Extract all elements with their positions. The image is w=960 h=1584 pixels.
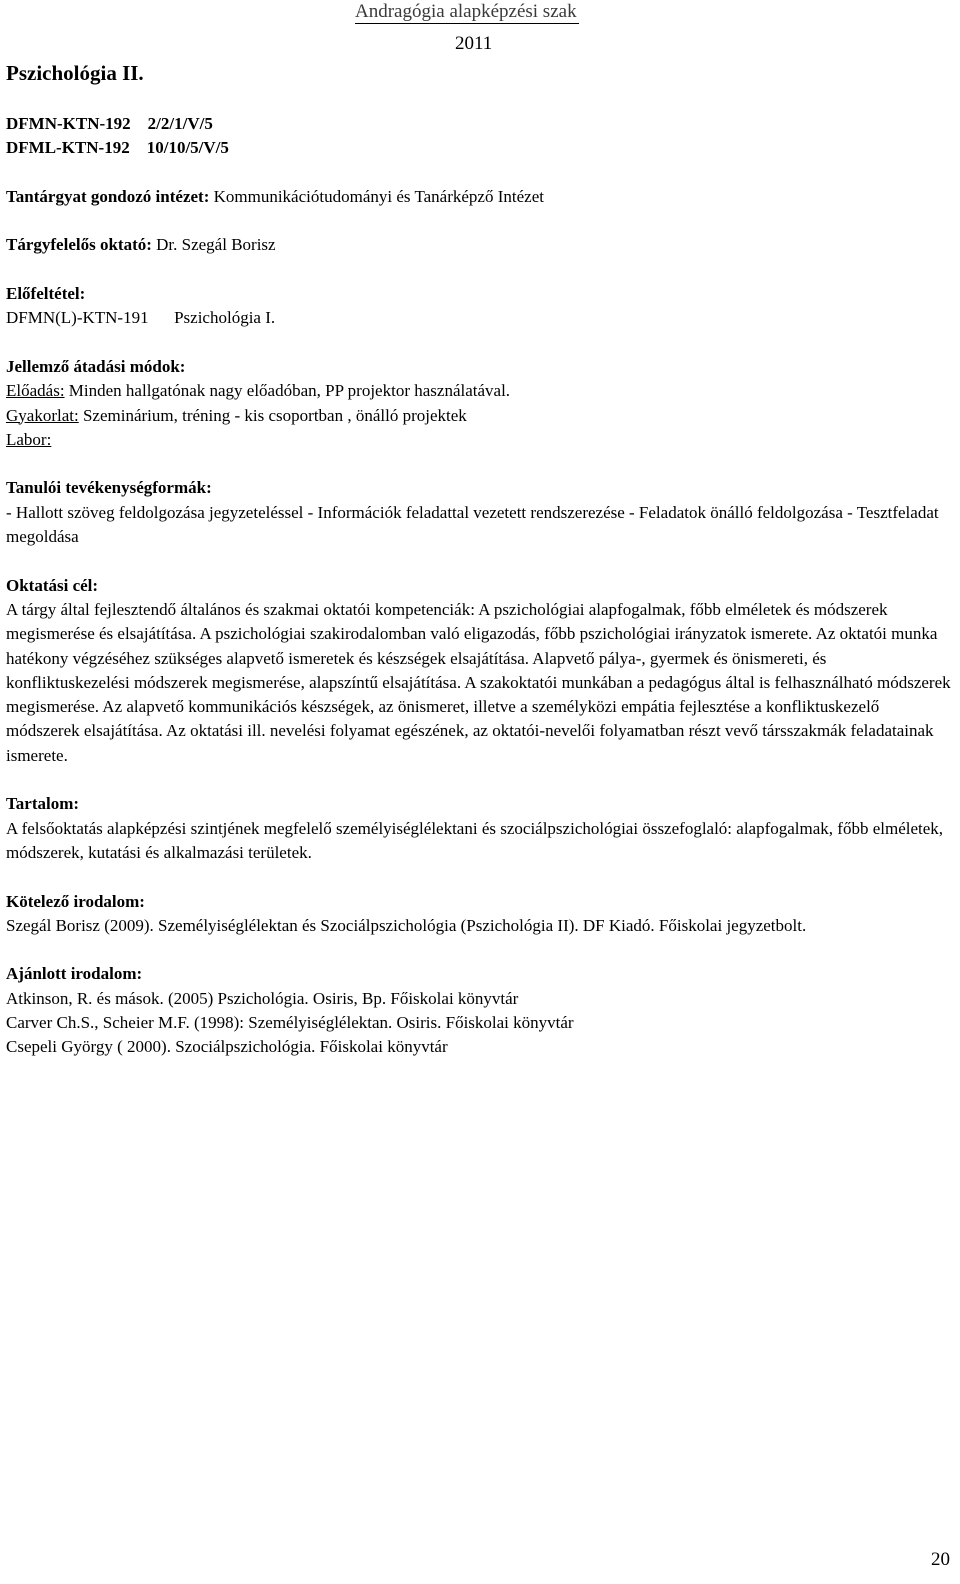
activities-text: - Hallott szöveg feldolgozása jegyzeteléssel - Információk feladattal vezetett rendszerezése - Feladatok önálló feldolgozása - Tesztfeladat megoldása bbox=[6, 502, 939, 547]
course-title: Pszichológia II. bbox=[6, 61, 144, 85]
objective-text: A tárgy által fejlesztendő általános és szakmai oktatói kompetenciák: A pszichológiai alapfogalmak, főbb elméletek és módszerek megismerése és elsajátítása. A pszichológiai szakirodalomban való eligazodás, főbb pszichológiai irányzatok ismerete. Az oktatói munka hatékony végzéséhez szükséges alapvető ismeretek és készségek elsajátítása. Alapvető pálya-, gyermek és önismereti, és konfliktuskezelési módszerek megismerése, alapszíntű elsajátítása. A szakoktatói munkában a pedagógus által is felhasználható módszerek megismerése. Az alapvető kommunikációs készségek, az önismeret, illetve a személyközi empátia fejlesztése a konfliktuskezelő módszerek elsajátítása. Az oktatási ill. nevelési folyamat egészének, az oktatói-nevelői folyamatban részt vevő társszakmák feladatainak ismerete. bbox=[6, 599, 951, 765]
content-text: A felsőoktatás alapképzési szintjének megfelelő személyiséglélektani és szociálpszichológiai összefoglaló: alapfogalmak, főbb elméletek, módszerek, kutatási és alkalmazási területek. bbox=[6, 818, 944, 862]
prerequisite-row bbox=[6, 306, 954, 330]
page-number: 20 bbox=[931, 1549, 950, 1570]
activities-label: Tanulói tevékenységformák: bbox=[6, 478, 212, 498]
institute-label: Tantárgyat gondozó intézet: bbox=[6, 186, 210, 206]
lecture-text: Minden hallgatónak nagy előadóban, PP projektor használatával. bbox=[68, 381, 511, 401]
required-reading-text: Szegál Borisz (2009). Személyiséglélektan és Szociálpszichológia (Pszichológia II). DF Kiadó. Főiskolai jegyzetbolt. bbox=[6, 915, 807, 935]
lab-label: Labor: bbox=[6, 429, 52, 449]
prerequisite-label: Előfeltétel: bbox=[6, 284, 86, 304]
practice-label: Gyakorlat: bbox=[6, 405, 79, 425]
delivery-label: Jellemző átadási módok: bbox=[6, 356, 186, 376]
institute-row bbox=[6, 185, 954, 209]
course-code-value: 2/2/1/V/5 bbox=[147, 114, 213, 133]
page-header bbox=[0, 0, 960, 60]
lecturer-row bbox=[6, 233, 954, 257]
course-description bbox=[6, 112, 954, 1060]
lecturer-value: Dr. Szegál Borisz bbox=[156, 235, 276, 255]
header-program-name: Andragógia alapképzési szak bbox=[355, 1, 577, 22]
lecture-label: Előadás: bbox=[6, 381, 65, 401]
content-label: Tartalom: bbox=[6, 794, 80, 814]
practice-text: Szeminárium, tréning - kis csoportban , önálló projektek bbox=[82, 405, 467, 425]
course-code: DFML-KTN-192 bbox=[6, 138, 130, 158]
recommended-reading-label: Ajánlott irodalom: bbox=[6, 964, 143, 984]
practice-row bbox=[6, 404, 954, 428]
recommended-reading-item: Carver Ch.S., Scheier M.F. (1998): Személyiséglélektan. Osiris. Főiskolai könyvtár bbox=[6, 1012, 574, 1032]
prerequisite-code: DFMN(L)-KTN-191 bbox=[6, 308, 149, 328]
institute-value: Kommunikációtudományi és Tanárképző Intézet bbox=[213, 186, 544, 206]
course-code-row-1 bbox=[6, 112, 954, 136]
lecture-row bbox=[6, 379, 954, 403]
header-year: 2011 bbox=[455, 33, 493, 54]
prerequisite-name: Pszichológia I. bbox=[174, 308, 276, 328]
recommended-reading-item: Csepeli György ( 2000). Szociálpszichológia. Főiskolai könyvtár bbox=[6, 1037, 448, 1057]
lecturer-label: Tárgyfelelős oktató: bbox=[6, 235, 152, 255]
objective-label: Oktatási cél: bbox=[6, 575, 99, 595]
required-reading-label: Kötelező irodalom: bbox=[6, 891, 145, 911]
course-code-row-2 bbox=[6, 136, 954, 160]
course-code-value: 10/10/5/V/5 bbox=[146, 138, 229, 158]
course-code: DFMN-KTN-192 bbox=[6, 114, 131, 133]
recommended-reading-item: Atkinson, R. és mások. (2005) Pszichológia. Osiris, Bp. Főiskolai könyvtár bbox=[6, 988, 519, 1008]
